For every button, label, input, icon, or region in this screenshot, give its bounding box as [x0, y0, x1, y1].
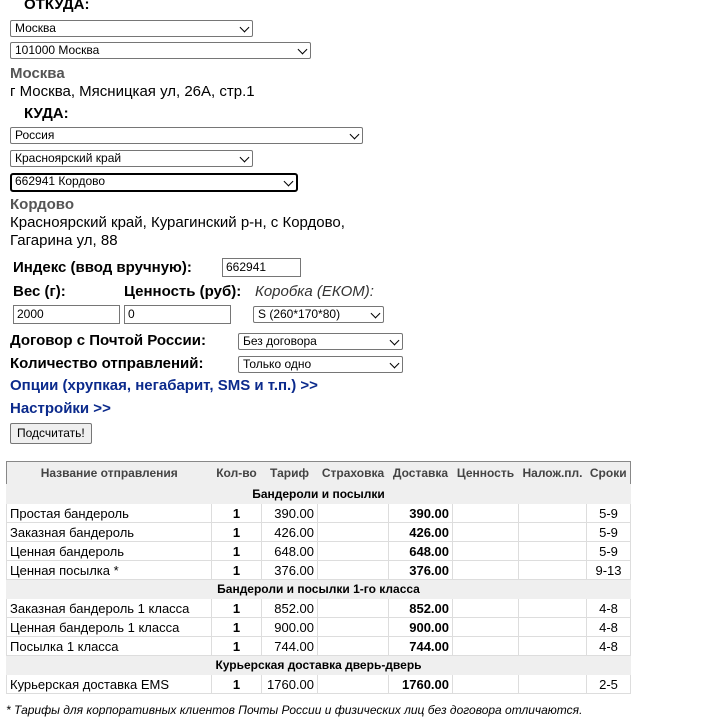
from-index-select[interactable]: [10, 42, 311, 59]
to-place-address-line1: Красноярский край, Курагинский р-н, с Кордово,: [10, 214, 345, 231]
cell-tariff: 426.00: [262, 523, 318, 542]
cell-name: Заказная бандероль: [7, 523, 212, 542]
cell-tariff: 390.00: [262, 504, 318, 523]
header-cell: Сроки: [587, 462, 631, 485]
to-index-select-value: 662941 Кордово: [15, 174, 106, 188]
cell-name: Ценная посылка *: [7, 561, 212, 580]
table-header-row: [7, 462, 631, 485]
cell-tariff: 648.00: [262, 542, 318, 561]
to-country-select-value: Россия: [15, 128, 55, 142]
cell-cod: [519, 542, 587, 561]
from-place-title: Москва: [10, 65, 65, 82]
cell-value: [453, 542, 519, 561]
cell-term: 5-9: [587, 523, 631, 542]
table-group-row: [7, 485, 631, 504]
header-cell: Кол-во: [212, 462, 262, 485]
rates-table: [6, 461, 631, 694]
cell-insurance: [318, 599, 389, 618]
index-input[interactable]: 662941: [222, 258, 301, 277]
cell-delivery: 426.00: [389, 523, 453, 542]
cell-qty: 1: [212, 561, 262, 580]
cell-insurance: [318, 561, 389, 580]
cell-cod: [519, 504, 587, 523]
count-label: Количество отправлений:: [10, 355, 204, 372]
index-label: Индекс (ввод вручную):: [13, 259, 192, 276]
box-select-value: S (260*170*80): [258, 307, 341, 321]
value-label: Ценность (руб):: [124, 283, 242, 300]
header-cell: Налож.пл.: [519, 462, 587, 485]
cell-insurance: [318, 523, 389, 542]
header-cell: Ценность: [453, 462, 519, 485]
cell-qty: 1: [212, 504, 262, 523]
settings-link[interactable]: Настройки >>: [10, 400, 111, 417]
to-heading: КУДА:: [24, 105, 69, 122]
table-row: [7, 618, 631, 637]
cell-qty: 1: [212, 637, 262, 656]
cell-tariff: 900.00: [262, 618, 318, 637]
cell-cod: [519, 523, 587, 542]
cell-qty: 1: [212, 618, 262, 637]
chevron-down-icon: [350, 130, 360, 140]
cell-name: Заказная бандероль 1 класса: [7, 599, 212, 618]
cell-qty: 1: [212, 523, 262, 542]
table-group-row: [7, 656, 631, 675]
table-row: [7, 637, 631, 656]
from-index-select-value: 101000 Москва: [15, 43, 100, 57]
cell-delivery: 744.00: [389, 637, 453, 656]
group-title: Бандероли и посылки: [7, 485, 631, 504]
cell-term: 4-8: [587, 637, 631, 656]
cell-name: Посылка 1 класса: [7, 637, 212, 656]
chevron-down-icon: [390, 336, 400, 346]
from-place-address: г Москва, Мясницкая ул, 26А, стр.1: [10, 83, 255, 100]
table-row: [7, 542, 631, 561]
cell-term: 2-5: [587, 675, 631, 694]
chevron-down-icon: [284, 177, 294, 187]
chevron-down-icon: [371, 309, 381, 319]
to-country-select[interactable]: [10, 127, 363, 144]
group-title: Бандероли и посылки 1-го класса: [7, 580, 631, 599]
header-cell: Страховка: [318, 462, 389, 485]
calculate-button[interactable]: Подсчитать!: [10, 423, 92, 444]
cell-value: [453, 504, 519, 523]
table-row: [7, 561, 631, 580]
cell-name: Простая бандероль: [7, 504, 212, 523]
cell-insurance: [318, 675, 389, 694]
cell-insurance: [318, 542, 389, 561]
cell-name: Ценная бандероль: [7, 542, 212, 561]
cell-tariff: 1760.00: [262, 675, 318, 694]
group-title: Курьерская доставка дверь-дверь: [7, 656, 631, 675]
cell-value: [453, 523, 519, 542]
box-label: Коробка (ЕКОМ):: [255, 283, 374, 300]
cell-tariff: 744.00: [262, 637, 318, 656]
value-input[interactable]: 0: [124, 305, 231, 324]
contract-select[interactable]: [238, 333, 403, 350]
to-region-select-value: Красноярский край: [15, 151, 122, 165]
weight-input[interactable]: 2000: [13, 305, 120, 324]
header-cell: Тариф: [262, 462, 318, 485]
cell-value: [453, 637, 519, 656]
cell-delivery: 648.00: [389, 542, 453, 561]
count-select[interactable]: [238, 356, 403, 373]
cell-term: 4-8: [587, 618, 631, 637]
cell-insurance: [318, 637, 389, 656]
to-region-select[interactable]: [10, 150, 253, 167]
chevron-down-icon: [240, 23, 250, 33]
cell-delivery: 852.00: [389, 599, 453, 618]
cell-cod: [519, 599, 587, 618]
cell-value: [453, 599, 519, 618]
options-link[interactable]: Опции (хрупкая, негабарит, SMS и т.п.) >>: [10, 377, 318, 394]
from-region-select-value: Москва: [15, 21, 56, 35]
to-place-address-line2: Гагарина ул, 88: [10, 232, 118, 249]
from-region-select[interactable]: [10, 20, 253, 37]
cell-value: [453, 561, 519, 580]
chevron-down-icon: [390, 359, 400, 369]
cell-tariff: 852.00: [262, 599, 318, 618]
cell-qty: 1: [212, 542, 262, 561]
cell-cod: [519, 675, 587, 694]
to-index-select[interactable]: [10, 173, 298, 192]
cell-name: Курьерская доставка EMS: [7, 675, 212, 694]
table-group-row: [7, 580, 631, 599]
chevron-down-icon: [240, 153, 250, 163]
cell-delivery: 390.00: [389, 504, 453, 523]
header-cell: Доставка: [389, 462, 453, 485]
header-cell: Название отправления: [7, 462, 212, 485]
footnote: * Тарифы для корпоративных клиентов Почты России и физических лиц без договора отличаются.: [6, 703, 583, 717]
contract-select-value: Без договора: [243, 334, 317, 348]
contract-label: Договор с Почтой России:: [10, 332, 206, 349]
cell-qty: 1: [212, 675, 262, 694]
from-heading: ОТКУДА:: [24, 0, 90, 13]
chevron-down-icon: [298, 45, 308, 55]
cell-value: [453, 675, 519, 694]
cell-tariff: 376.00: [262, 561, 318, 580]
cell-name: Ценная бандероль 1 класса: [7, 618, 212, 637]
table-row: [7, 675, 631, 694]
count-select-value: Только одно: [243, 357, 312, 371]
cell-cod: [519, 561, 587, 580]
cell-qty: 1: [212, 599, 262, 618]
to-place-title: Кордово: [10, 196, 74, 213]
cell-delivery: 900.00: [389, 618, 453, 637]
weight-label: Вес (г):: [13, 283, 66, 300]
table-row: [7, 504, 631, 523]
cell-cod: [519, 618, 587, 637]
cell-term: 5-9: [587, 542, 631, 561]
cell-term: 9-13: [587, 561, 631, 580]
table-row: [7, 523, 631, 542]
cell-value: [453, 618, 519, 637]
cell-term: 4-8: [587, 599, 631, 618]
cell-insurance: [318, 504, 389, 523]
cell-term: 5-9: [587, 504, 631, 523]
cell-delivery: 1760.00: [389, 675, 453, 694]
box-select[interactable]: [253, 306, 384, 323]
cell-cod: [519, 637, 587, 656]
cell-insurance: [318, 618, 389, 637]
cell-delivery: 376.00: [389, 561, 453, 580]
table-row: [7, 599, 631, 618]
